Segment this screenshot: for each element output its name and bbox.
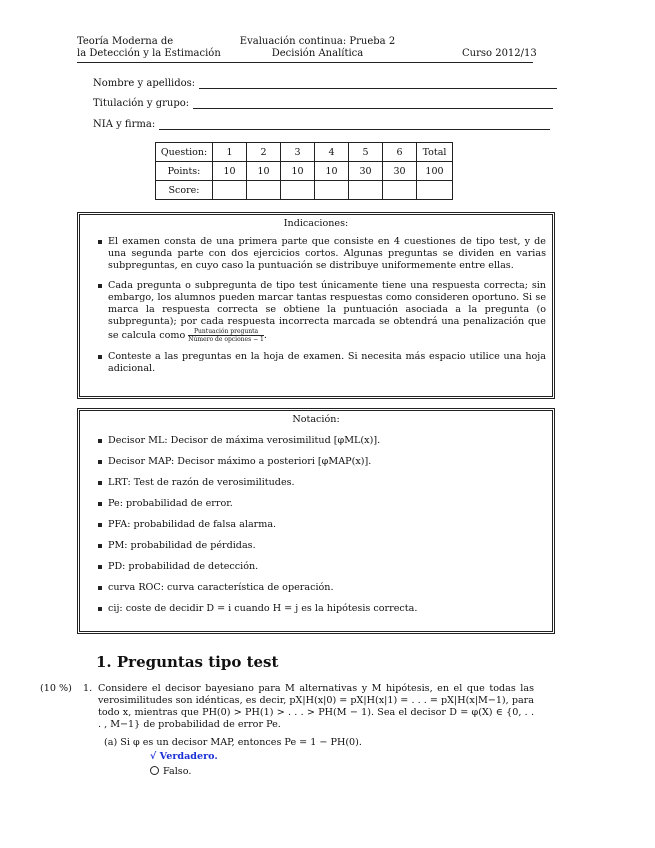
nia-line[interactable] [159,121,550,130]
score-cell[interactable] [213,181,247,200]
question-cell: 3 [281,143,315,162]
degree-line[interactable] [193,100,553,109]
name-line[interactable] [199,80,557,89]
subquestion-a: (a) Si φ es un decisor MAP, entonces Pe = 1 − PH(0). [104,737,362,748]
instructions-list [86,236,546,375]
notation-item: LRT: Test de razón de verosimilitudes. [86,477,546,489]
points-cell: 30 [383,162,417,181]
points-cell: 10 [281,162,315,181]
question-cell: 5 [349,143,383,162]
notation-item: cij: coste de decidir D = i cuando H = j es la hipótesis correcta. [86,603,546,615]
points-cell: 10 [315,162,349,181]
notation-list [86,435,546,615]
option-true-label: Verdadero. [159,751,218,762]
score-label: Score: [156,181,213,200]
instructions-box [77,212,555,399]
question-cell: 1 [213,143,247,162]
option-false-label: Falso. [163,766,192,777]
notation-item: PFA: probabilidad de falsa alarma. [86,519,546,531]
header-rule [77,62,533,63]
instruction-item: Cada pregunta o subpregunta de tipo test únicamente tiene una respuesta correcta; sin embargo, los alumnos pueden marcar tantas respuestas como consideren oportuno. Si se marca la respuesta correcta se obtiene la puntuación asociada a la pregunta (o subpregunta); por cada respuesta incorrecta marcada se obtendrá una penalización que se calcula como $\frac{\text{Puntuación pregunta}}{\text{Número de opciones − 1}}$ . [86,280,546,343]
fraction-numerator: Puntuación pregunta [188,328,264,336]
total-cell: Total [417,143,453,162]
nia-field[interactable] [93,119,550,130]
score-cell[interactable] [349,181,383,200]
instructions-title: Indicaciones: [283,218,349,229]
section-title: 1. Preguntas tipo test [96,653,279,671]
score-total-cell[interactable] [417,181,453,200]
name-label: Nombre y apellidos: [93,78,196,89]
exam-title-line1: Evaluación continua: Prueba 2 [239,36,396,47]
course-name-line1: Teoría Moderna de [77,36,174,47]
exam-title [230,36,405,60]
score-cell[interactable] [281,181,315,200]
instruction-text: El examen consta de una primera parte que consiste en 4 cuestiones de tipo test, y de una segunda parte con dos ejercicios cortos. Algunas preguntas se dividen en varias subpreguntas, en cuyo caso la puntuación se distribuye uniformemente entre ellas. [108,236,546,271]
points-cell: 30 [349,162,383,181]
name-field[interactable] [93,78,557,89]
question-number: 1. [83,683,93,694]
option-true[interactable] [150,751,218,763]
question-cell: 4 [315,143,349,162]
option-false[interactable] [150,766,191,778]
course-name-line2: la Detección y la Estimación [77,48,221,59]
course-name [77,36,221,60]
points-cell: 10 [247,162,281,181]
question-weight: (10 %) [40,683,72,694]
questions-row [156,143,453,162]
questions-label: Question: [156,143,213,162]
instruction-item [86,236,546,272]
academic-year: Curso 2012/13 [462,48,537,59]
notation-title: Notación: [292,414,340,425]
notation-item: curva ROC: curva característica de operación. [86,582,546,594]
nia-label: NIA y firma: [93,119,156,130]
degree-label: Titulación y grupo: [93,98,190,109]
notation-item: PD: probabilidad de detección. [86,561,546,573]
score-cell[interactable] [383,181,417,200]
score-cell[interactable] [247,181,281,200]
radio-circle-icon[interactable] [150,766,159,775]
points-cell: 10 [213,162,247,181]
instruction-text: Conteste a las preguntas en la hoja de examen. Si necesita más espacio utilice una hoja adicional. [108,351,546,374]
points-row [156,162,453,181]
points-table [155,142,453,200]
notation-item: PM: probabilidad de pérdidas. [86,540,546,552]
question-cell: 2 [247,143,281,162]
penalty-fraction [188,328,264,343]
instruction-text: Cada pregunta o subpregunta de tipo test únicamente tiene una respuesta correcta; sin embargo, los alumnos pueden marcar tantas respuestas como consideren oportuno. Si se marca la respuesta correcta se obtiene la puntuación asociada a la pregunta (o subpregunta); por cada respuesta incorrecta marcada se obtendrá una penalización que se calcula como [108,280,546,341]
degree-field[interactable] [93,98,553,109]
notation-item: Pe: probabilidad de error. [86,498,546,510]
notation-item: Decisor MAP: Decisor máximo a posteriori [φMAP(x)]. [86,456,546,468]
score-row [156,181,453,200]
exam-title-line2: Decisión Analítica [271,48,364,59]
score-cell[interactable] [315,181,349,200]
question-text: Considere el decisor bayesiano para M alternativas y M hipótesis, en el que todas las verosimilitudes son idénticas, es decir, pX|H(x|0) = pX|H(x|1) = . . . = pX|H(x|M−1), para todo x, mientras que PH(0) > PH(1) > . . . > PH(M − 1). Sea el decisor D = φ(X) ∈ {0, . . . , M−1} de probabilidad de error Pe. [98,683,534,730]
points-total-cell: 100 [417,162,453,181]
instruction-item [86,351,546,375]
fraction-denominator: Número de opciones − 1 [188,336,264,343]
notation-item: Decisor ML: Decisor de máxima verosimilitud [φML(x)]. [86,435,546,447]
question-cell: 6 [383,143,417,162]
check-mark-icon: √ [150,751,157,762]
points-label: Points: [156,162,213,181]
notation-box [77,408,555,634]
